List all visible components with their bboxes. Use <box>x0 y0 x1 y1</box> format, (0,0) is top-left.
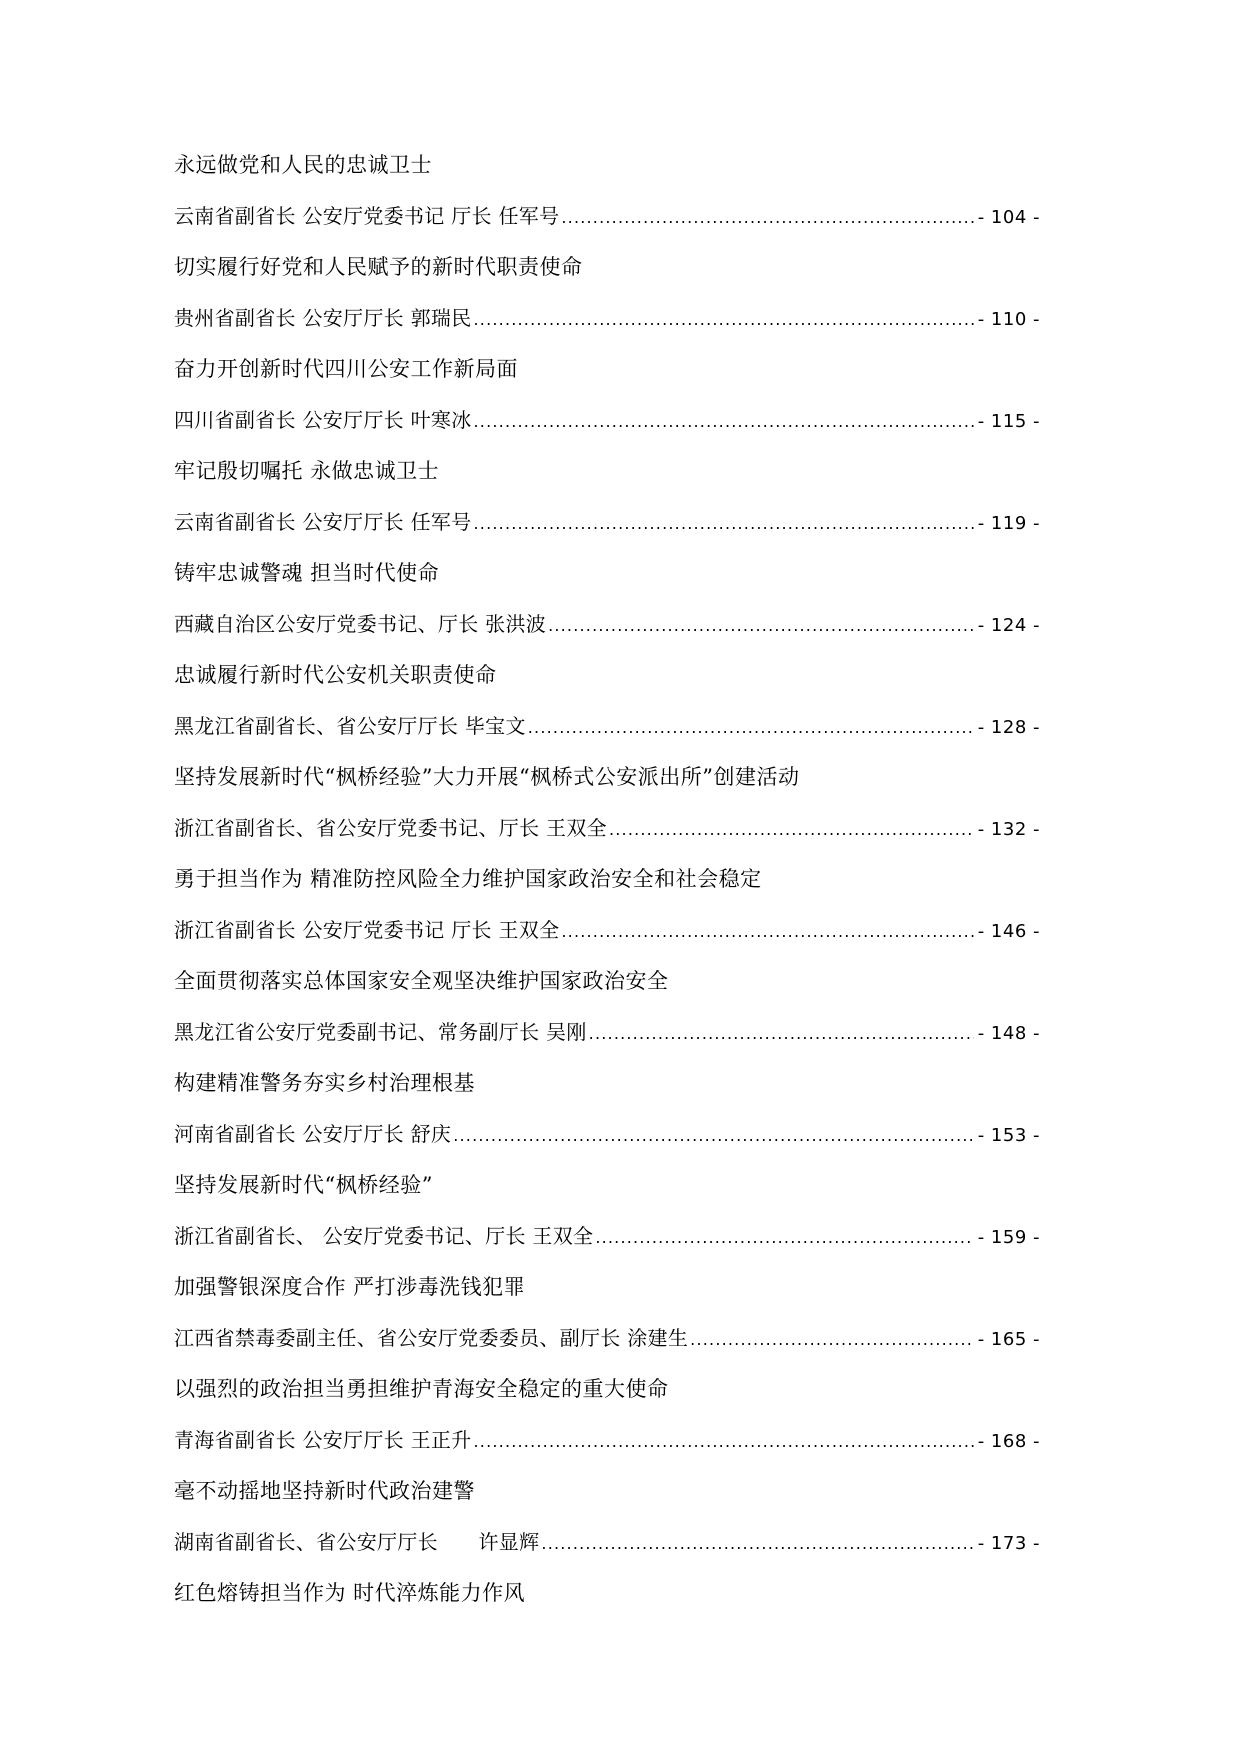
toc-entry-author-line[interactable] <box>174 1320 1054 1356</box>
toc-entry <box>174 964 1054 1066</box>
dot-leader <box>474 506 974 542</box>
toc-entry-title: 构建精准警务夯实乡村治理根基 <box>174 1071 475 1095</box>
toc-entry-author-line[interactable] <box>174 1422 1054 1458</box>
toc-entry-page-number: - 132 - <box>977 819 1040 840</box>
toc-entry-title: 奋力开创新时代四川公安工作新局面 <box>174 357 518 381</box>
toc-entry-author: 河南省副省长 公安厅厅长 舒庆 <box>174 1122 452 1146</box>
toc-entry-author-line[interactable] <box>174 1116 1054 1152</box>
toc-entry-page-number: - 146 - <box>977 921 1040 942</box>
toc-entry-author: 湖南省副省长、省公安厅厅长 许显辉 <box>174 1530 540 1554</box>
toc-entry-title: 加强警银深度合作 严打涉毒洗钱犯罪 <box>174 1275 526 1299</box>
dot-leader <box>474 302 974 338</box>
toc-entry <box>174 658 1054 760</box>
toc-entry <box>174 454 1054 556</box>
toc-entry <box>174 556 1054 658</box>
toc-entry-author: 西藏自治区公安厅党委书记、厅长 张洪波 <box>174 612 547 636</box>
toc-entry-author: 浙江省副省长 公安厅党委书记 厅长 王双全 <box>174 918 560 942</box>
toc-entry-author-line[interactable] <box>174 1218 1054 1254</box>
toc-entry-author-line[interactable] <box>174 1014 1054 1050</box>
toc-entry-title: 牢记殷切嘱托 永做忠诚卫士 <box>174 459 440 483</box>
toc-entry-page-number: - 168 - <box>977 1431 1040 1452</box>
toc-entry-title: 永远做党和人民的忠诚卫士 <box>174 153 432 177</box>
toc-entry-author-line[interactable] <box>174 708 1054 744</box>
toc-entry-page-number: - 124 - <box>977 615 1040 636</box>
toc-entry-author: 黑龙江省公安厅党委副书记、常务副厅长 吴刚 <box>174 1020 587 1044</box>
toc-entry <box>174 1576 1054 1678</box>
toc-entry <box>174 148 1054 250</box>
dot-leader <box>548 608 974 644</box>
toc-entry-title: 铸牢忠诚警魂 担当时代使命 <box>174 561 440 585</box>
toc-entry-page-number: - 148 - <box>977 1023 1040 1044</box>
toc-entry-page-number: - 173 - <box>977 1533 1040 1554</box>
dot-leader <box>561 200 973 236</box>
toc-entry-page-number: - 153 - <box>977 1125 1040 1146</box>
toc-entry-author-line[interactable] <box>174 198 1054 234</box>
toc-entry-author-line[interactable] <box>174 810 1054 846</box>
toc-entry-author-line[interactable] <box>174 912 1054 948</box>
toc-entry-author-line[interactable] <box>174 504 1054 540</box>
toc-entry-author: 云南省副省长 公安厅厅长 任军号 <box>174 510 472 534</box>
toc-entry <box>174 862 1054 964</box>
toc-entry-title: 勇于担当作为 精准防控风险全力维护国家政治安全和社会稳定 <box>174 867 762 891</box>
dot-leader <box>474 404 974 440</box>
toc-entry-title: 忠诚履行新时代公安机关职责使命 <box>174 663 497 687</box>
toc-entry <box>174 1372 1054 1474</box>
toc-entry-title: 红色熔铸担当作为 时代淬炼能力作风 <box>174 1581 526 1605</box>
toc-entry <box>174 1270 1054 1372</box>
toc-entry-author-line[interactable] <box>174 1524 1054 1560</box>
toc-entry-author: 云南省副省长 公安厅党委书记 厅长 任军号 <box>174 204 560 228</box>
toc-entry-title: 毫不动摇地坚持新时代政治建警 <box>174 1479 475 1503</box>
toc-entry-author: 贵州省副省长 公安厅厅长 郭瑞民 <box>174 306 472 330</box>
toc-entry <box>174 1474 1054 1576</box>
toc-entry-title: 以强烈的政治担当勇担维护青海安全稳定的重大使命 <box>174 1377 669 1401</box>
toc-entry-title: 坚持发展新时代“枫桥经验” <box>174 1173 433 1197</box>
toc-entry <box>174 250 1054 352</box>
dot-leader <box>609 812 974 848</box>
dot-leader <box>690 1322 974 1358</box>
dot-leader <box>561 914 973 950</box>
toc-entry-author: 浙江省副省长、省公安厅党委书记、厅长 王双全 <box>174 816 607 840</box>
dot-leader <box>595 1220 973 1256</box>
dot-leader <box>453 1118 973 1154</box>
toc-entry <box>174 1066 1054 1168</box>
toc-entry-page-number: - 104 - <box>977 207 1040 228</box>
dot-leader <box>474 1424 974 1460</box>
toc-entry-author: 浙江省副省长、 公安厅党委书记、厅长 王双全 <box>174 1224 594 1248</box>
toc-entry-author-line[interactable] <box>174 300 1054 336</box>
toc-entry-page-number: - 165 - <box>977 1329 1040 1350</box>
table-of-contents <box>174 148 1054 1678</box>
toc-entry-author-line[interactable] <box>174 402 1054 438</box>
toc-entry-title: 坚持发展新时代“枫桥经验”大力开展“枫桥式公安派出所”创建活动 <box>174 765 800 789</box>
dot-leader <box>589 1016 974 1052</box>
toc-entry-author: 黑龙江省副省长、省公安厅厅长 毕宝文 <box>174 714 526 738</box>
dot-leader <box>528 710 974 746</box>
toc-entry <box>174 352 1054 454</box>
toc-entry-author-line[interactable] <box>174 606 1054 642</box>
toc-entry-author: 四川省副省长 公安厅厅长 叶寒冰 <box>174 408 472 432</box>
toc-entry-page-number: - 159 - <box>977 1227 1040 1248</box>
toc-entry-page-number: - 119 - <box>977 513 1040 534</box>
toc-entry-page-number: - 128 - <box>977 717 1040 738</box>
toc-entry-author: 青海省副省长 公安厅厅长 王正升 <box>174 1428 472 1452</box>
toc-entry-page-number: - 115 - <box>977 411 1040 432</box>
toc-entry-author: 江西省禁毒委副主任、省公安厅党委委员、副厅长 涂建生 <box>174 1326 689 1350</box>
dot-leader <box>541 1526 973 1562</box>
toc-entry <box>174 1168 1054 1270</box>
toc-entry-page-number: - 110 - <box>977 309 1040 330</box>
toc-entry-title: 切实履行好党和人民赋予的新时代职责使命 <box>174 255 583 279</box>
toc-entry <box>174 760 1054 862</box>
toc-entry-title: 全面贯彻落实总体国家安全观坚决维护国家政治安全 <box>174 969 669 993</box>
